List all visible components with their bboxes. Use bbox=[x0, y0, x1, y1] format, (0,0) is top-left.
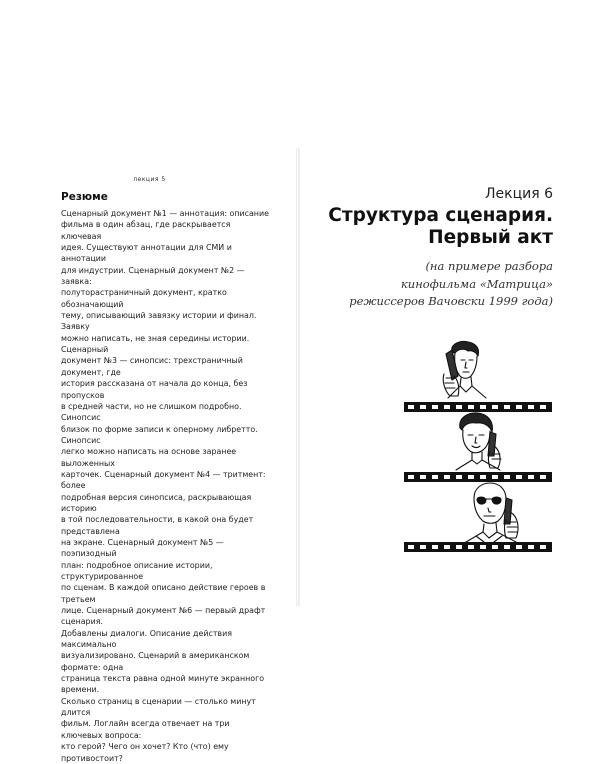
page-edge bbox=[296, 148, 297, 606]
left-page bbox=[0, 0, 299, 763]
lecture-title: Структура сценария. Первый акт bbox=[328, 205, 553, 248]
morpheus-figure-icon bbox=[454, 482, 534, 544]
lecture-number: Лекция 6 bbox=[484, 186, 553, 202]
matrix-characters-illustration bbox=[404, 340, 552, 550]
lecture-subtitle: (на примере разбора кинофильма «Матрица» режиссеров Вачовски 1999 года) bbox=[349, 259, 553, 308]
resume-body-text: Сценарный документ №1 — аннотация: описание фильма в один абзац, где раскрывается ключевая идея. Существуют аннотации для СМИ и аннотации для индустрии. Сценарный документ №2 — заявка: полуторастраничный документ, кратко обозначающий тему, описывающий завязку истории и финал. Заявку можно написать, не зная середины истории. Сценарный документ №3 — синопсис: трехстраничный документ, где история рассказана от начала до конца, без пропусков в средней части, но не слишком подробно. Синопсис близок по форме записи к оперному либретто. Синопсис легко можно написать на основе заранее выложенных карточек. Сценарный документ №4 — тритмент: более подробная версия синопсиса, раскрывающая историю в той последовательности, в какой она будет представлена на экране. Сценарный документ №5 — поэпизодный план: подробное описание истории, структурированное по сценам. В каждой описано действие героев в третьем лице. Сценарный документ №6 — первый драфт сценария. Добавлены диалоги. Описание действия максимально визуализировано. Сценарий в американском формате: одна страница текста равна одной минуте экранного времени. Сколько страниц в сценарии — столько минут длится фильм. Логлайн всегда отвечает на три ключевых вопроса: кто герой? Чего он хочет? Кто (что) ему противостоит? bbox=[61, 209, 269, 763]
trinity-figure-icon bbox=[444, 412, 514, 472]
running-head: лекция 5 bbox=[133, 176, 166, 183]
section-title: Резюме bbox=[61, 191, 108, 203]
film-strip-2 bbox=[404, 472, 552, 482]
neo-figure-icon bbox=[428, 340, 498, 402]
film-strip-3 bbox=[404, 542, 552, 552]
film-strip-1 bbox=[404, 402, 552, 412]
